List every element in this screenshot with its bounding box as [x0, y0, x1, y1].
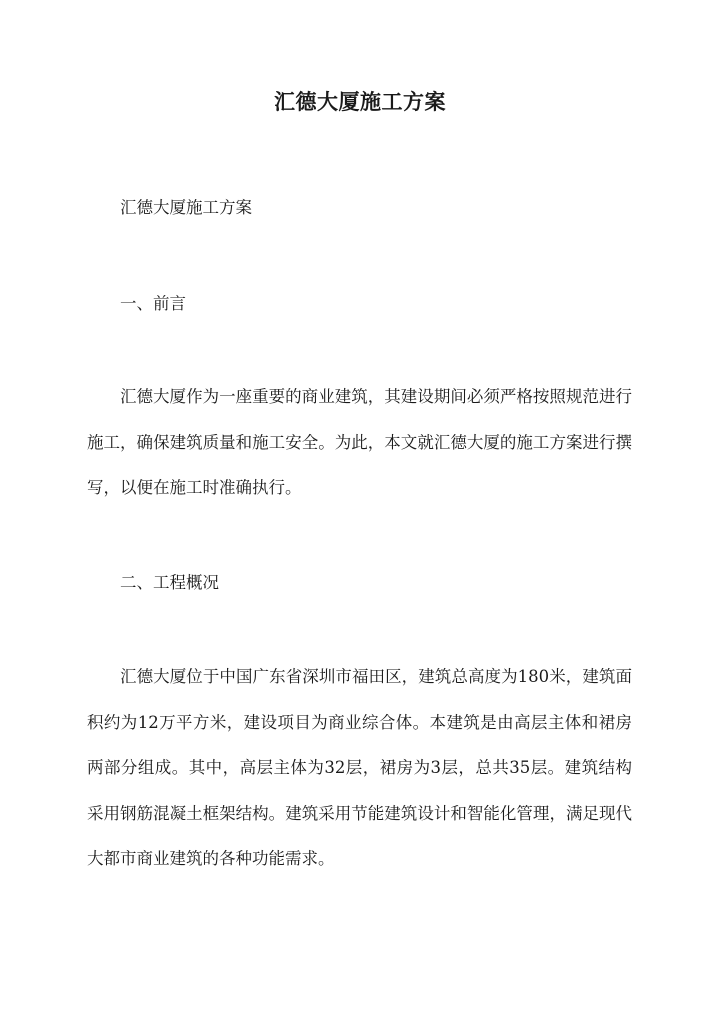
section-heading-preface: 一、前言	[120, 294, 186, 313]
document-subtitle: 汇德大厦施工方案	[120, 198, 252, 217]
paragraph-overview: 汇德大厦位于中国广东省深圳市福田区，建筑总高度为180米，建筑面积约为12万平方米，建设项目为商业综合体。本建筑是由高层主体和裙房两部分组成。其中，高层主体为32层，裙房为3层，总共35层。建筑结构采用钢筋混凝土框架结构。建筑采用节能建筑设计和智能化管理，满足现代大都市商业建筑的各种功能需求。	[87, 667, 632, 868]
paragraph-preface: 汇德大厦作为一座重要的商业建筑，其建设期间必须严格按照规范进行施工，确保建筑质量和施工安全。为此，本文就汇德大厦的施工方案进行撰写，以便在施工时准确执行。	[87, 387, 632, 497]
document-title: 汇德大厦施工方案	[274, 89, 446, 114]
section-heading-overview: 二、工程概况	[120, 573, 219, 592]
